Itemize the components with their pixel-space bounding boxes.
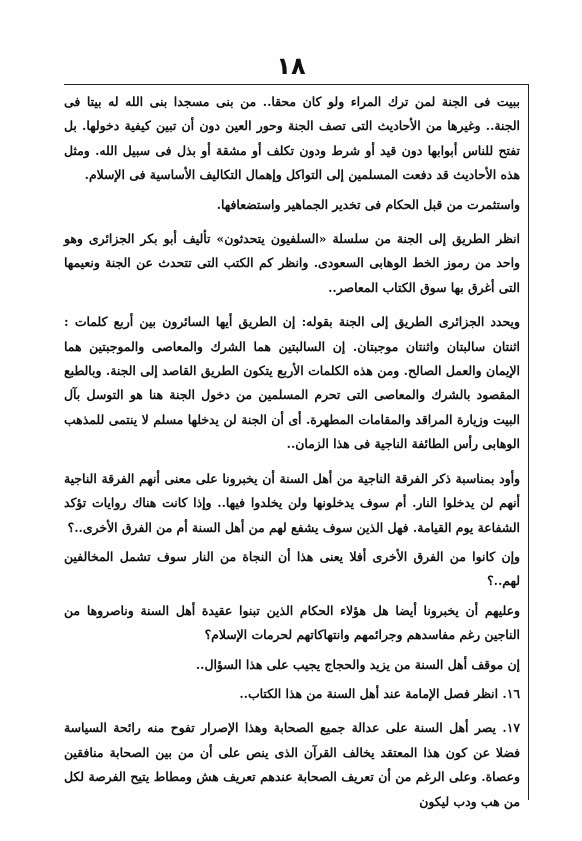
margin-rule	[528, 84, 529, 800]
page-number: ١٨	[276, 52, 306, 80]
paragraph: وإن كانوا من الفرق الأخرى أفلا يعنى هذا أن النجاة من النار سوف تشمل المخالفين لهم..؟	[64, 548, 520, 589]
paragraph: واستثمرت من قبل الحكام فى تخدير الجماهير واستضعافها.	[216, 196, 520, 212]
footnote: ١٦. انظر فصل الإمامة عند أهل السنة من هذا الكتاب..	[239, 685, 520, 701]
paragraph: انظر الطريق إلى الجنة من سلسلة «السلفيون يتحدثون» تأليف أبو بكر الجزائرى وهو واحد من رموز الخط الوهابى السعودى. وانظر كم الكتب التى تتحدث عن الجنة ونعيمها التى أغرق بها سوق الكتاب المعاصر..	[64, 231, 520, 295]
paragraph: وعليهم أن يخبرونا أيضا هل هؤلاء الحكام الذين تبنوا عقيدة أهل السنة وناصروها من الناجين رغم مفاسدهم وجرائمهم وانتهاكاتهم لحرمات الإسلام؟	[64, 602, 520, 643]
paragraph: إن موقف أهل السنة من يزيد والحجاج يجيب على هذا السؤال..	[195, 656, 520, 672]
paragraph: ويحدد الجزائرى الطريق إلى الجنة بقوله: إن الطريق أيها السائرون بين أربع كلمات : اثنتان سالبتان واثنتان موجبتان. إن السالبتين هما الشرك والمعاصى والموجبتين هما الإيمان والعمل الصالح. ومن هذه الكلمات الأربع يتكون الطريق القاصد إلى الجنة. وبالطبع المقصود بالشرك والمعاصى التى تحرم المسلمين من دخول الجنة هنا هو التوسل بآل البيت وزيارة المراقد والمقامات المطهرة. أى أن الجنة لن يدخلها مسلم لا ينتمى للمذهب الوهابى رأس الطائفة الناجية فى هذا الزمان..	[64, 314, 520, 452]
header-rule	[64, 84, 528, 85]
paragraph: ببيت فى الجنة لمن ترك المراء ولو كان محقا.. من بنى مسجدا بنى الله له بيتا فى الجنة.. وغيرها من الأحاديث التى تصف الجنة وحور العين دون أن تبين كيفية دخولها. بل تفتح للناس أبوابها دون قيد أو شرط ودون تكلف أو مشقة أو بذل فى سبيل الله. ومثل هذه الأحاديث قد دفعت المسلمين إلى التواكل وإهمال التكاليف الأساسية فى الإسلام.	[64, 94, 520, 183]
body-text	[64, 90, 520, 819]
footnote: ١٧. يصر أهل السنة على عدالة جميع الصحابة وهذا الإصرار تفوح منه رائحة السياسة فضلا عن كون هذا المعتقد يخالف القرآن الذى ينص على أن من بين الصحابة منافقين وعصاة. وعلى الرغم من أن تعريف الصحابة عندهم تعريف هش ومطاط يتيح الفرصة لكل من هب ودب ليكون	[64, 720, 520, 809]
paragraph: وأود بمناسبة ذكر الفرقة الناجية من أهل السنة أن يخبرونا على معنى أنهم الفرقة الناجية أنهم لن يدخلوا النار. أم سوف يدخلونها ولن يخلدوا فيها.. وإذا كانت هناك روايات تؤكد الشفاعة يوم القيامة. فهل الذين سوف يشفع لهم من أهل السنة أم من الفرق الأخرى..؟	[64, 470, 520, 535]
